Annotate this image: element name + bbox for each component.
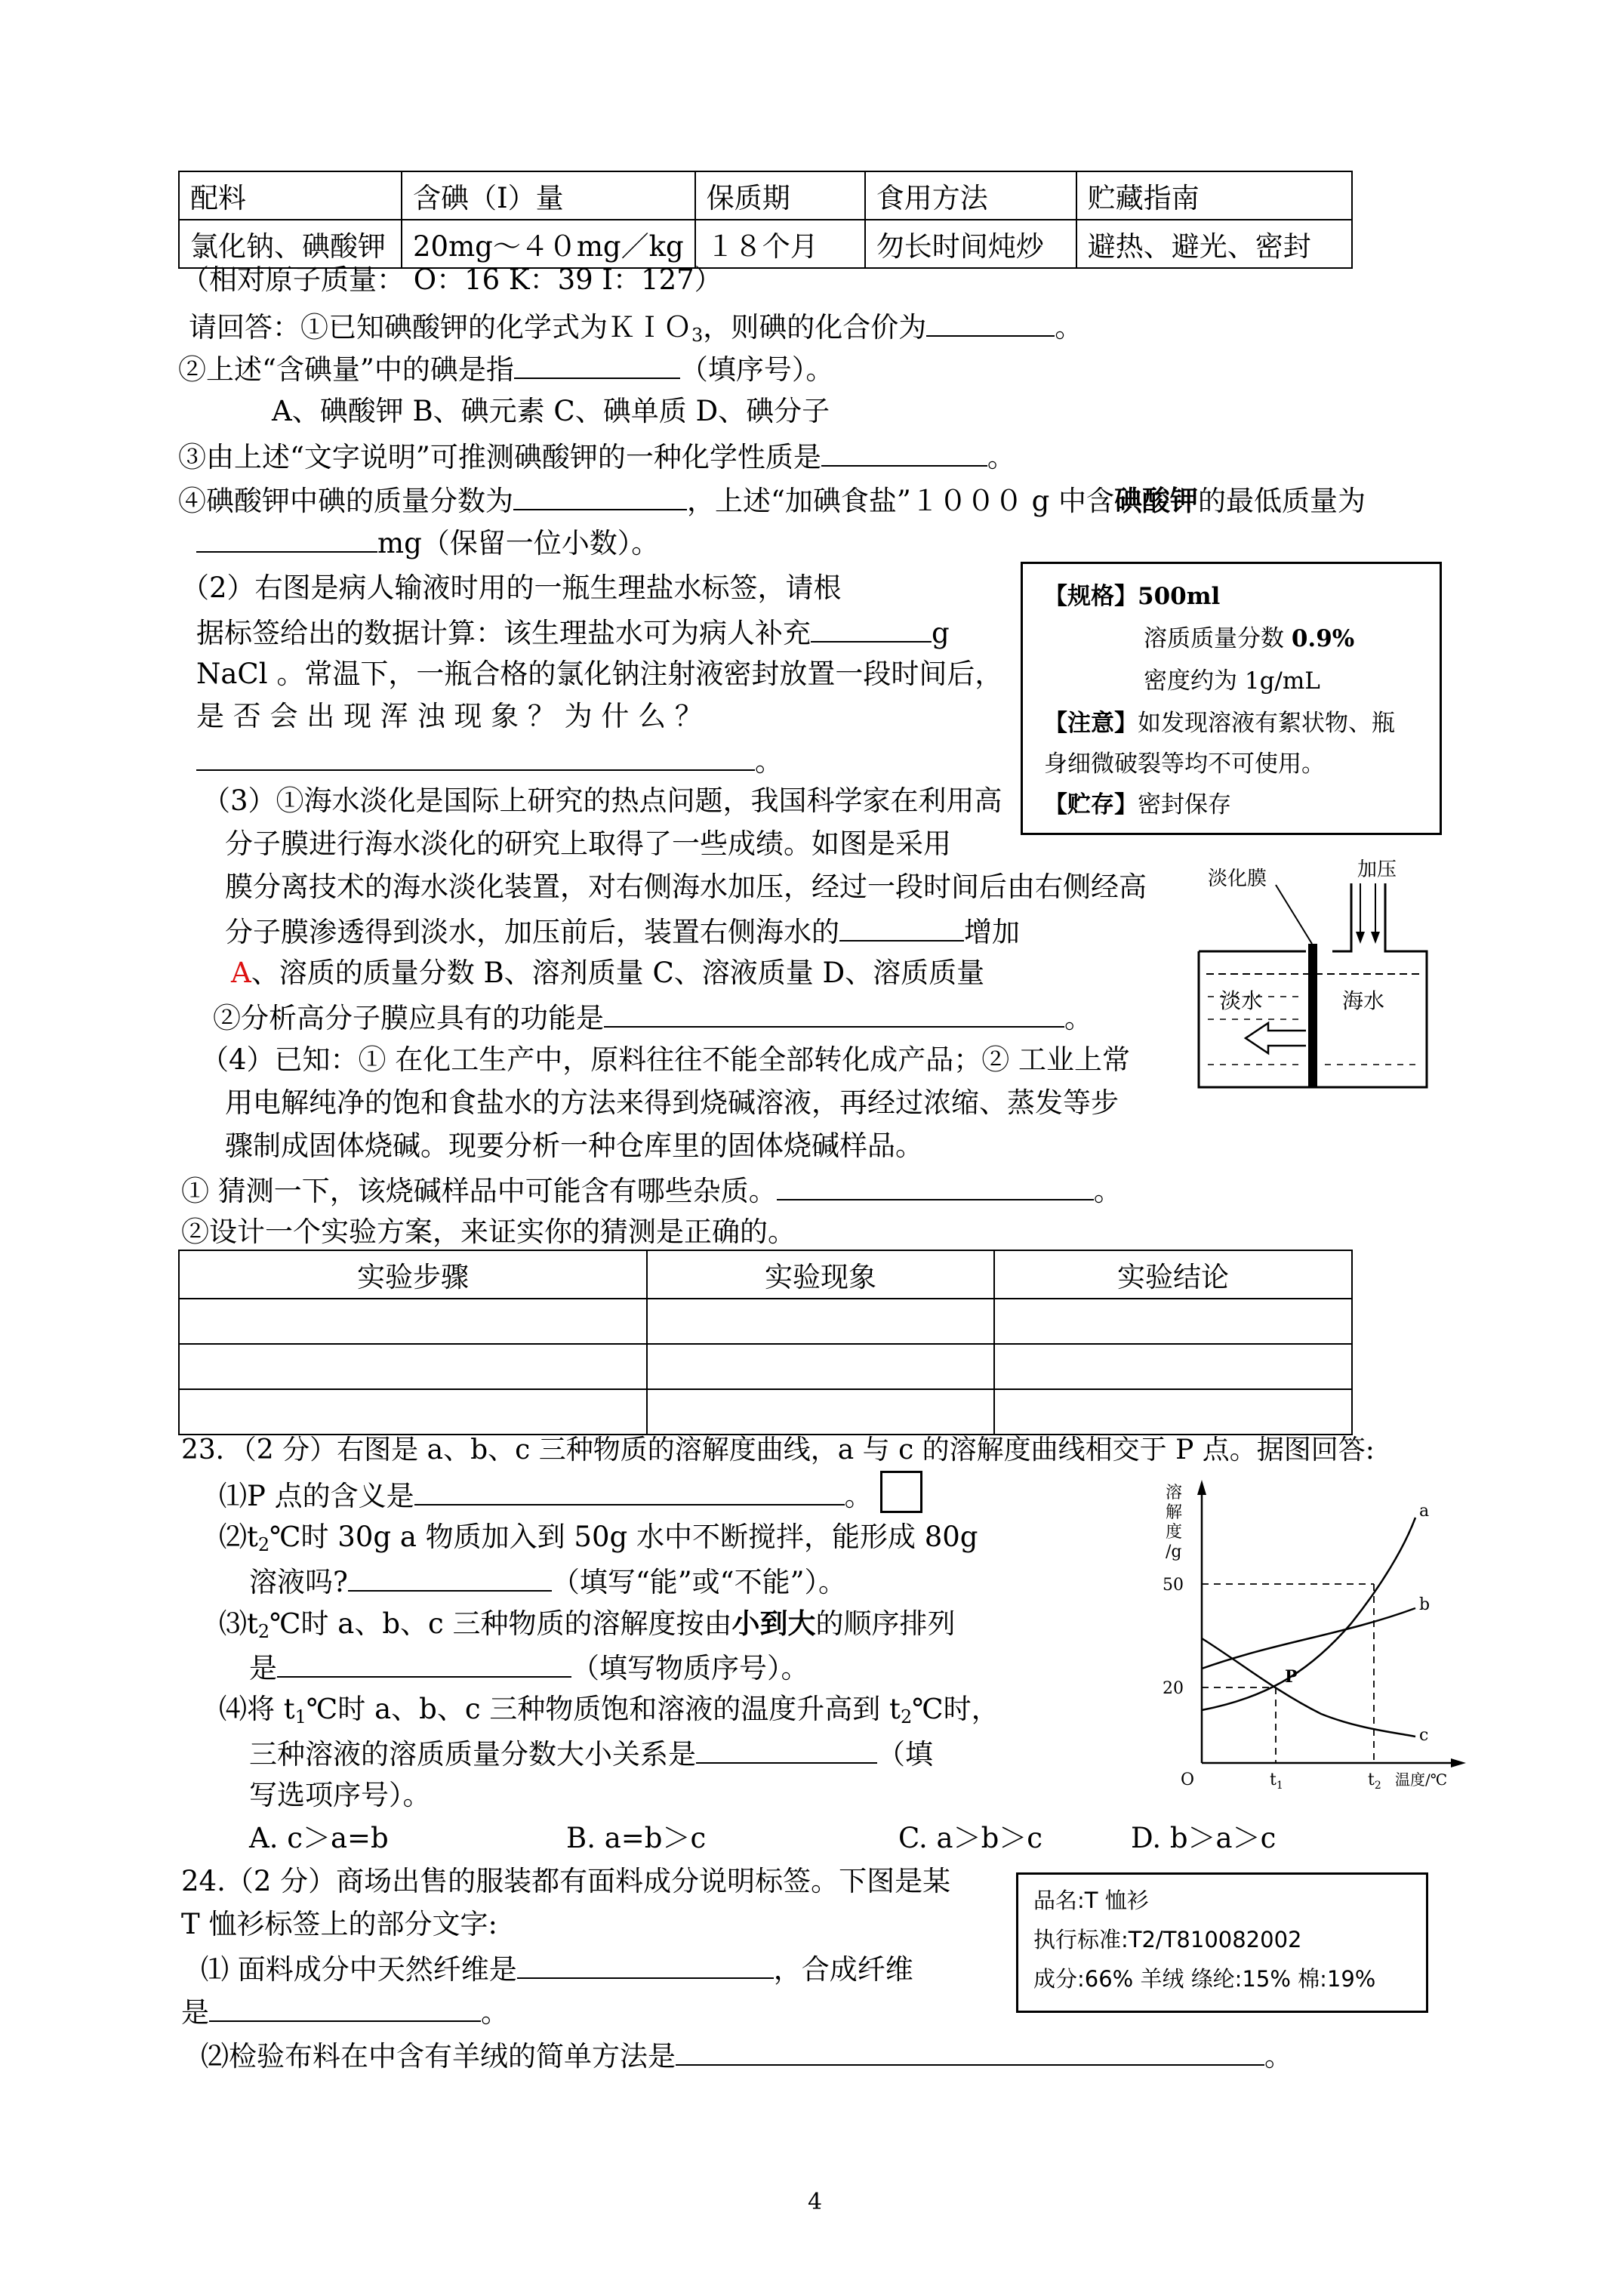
table-cell[interactable] <box>647 1389 994 1435</box>
q1-line-2: ②上述“含碘量”中的碘是指 （填序号）。 <box>178 353 834 386</box>
table-header: 含碘（I）量 <box>402 171 695 220</box>
q4-line-5: ②设计一个实验方案，来证实你的猜测是正确的。 <box>181 1216 796 1248</box>
spec-line: 【规格】500ml <box>1044 583 1221 610</box>
table-cell: １８个月 <box>695 220 865 268</box>
answer-blank[interactable] <box>926 310 1055 337</box>
answer-blank[interactable] <box>696 1737 877 1764</box>
series-label-c: c <box>1419 1726 1429 1745</box>
table-row <box>179 1344 1352 1389</box>
q3-line-1: （3）①海水淡化是国际上研究的热点问题，我国科学家在利用高 <box>202 784 1002 817</box>
q23-option-d: D. b＞a＞c <box>1131 1822 1277 1854</box>
answer-blank[interactable] <box>348 1564 552 1592</box>
salt-info-table <box>178 171 1353 269</box>
q4-line-3: 骤制成固体烧碱。现要分析一种仓库里的固体烧碱样品。 <box>225 1130 923 1162</box>
series-label-b: b <box>1419 1595 1431 1614</box>
x-axis-label: 温度/℃ <box>1395 1771 1448 1789</box>
curve-c <box>1202 1638 1415 1737</box>
solubility-chart <box>1155 1472 1472 1797</box>
q23-option-a: A. c＞a=b <box>249 1822 389 1854</box>
answer-blank[interactable] <box>414 1478 845 1505</box>
q3-options: A、溶质的质量分数 B、溶剂质量 C、溶液质量 D、溶质质量 <box>231 957 985 989</box>
ylabel-char-2: 解 <box>1166 1503 1183 1522</box>
q23-part-2b: 溶液吗? （填写“能”或“不能”）。 <box>249 1566 847 1598</box>
q3-line-2: 分子膜进行海水淡化的研究上取得了一些成绩。如图是采用 <box>225 827 951 860</box>
sea-water-label: 海水 <box>1342 988 1385 1013</box>
answer-blank[interactable] <box>777 1173 1094 1200</box>
experiment-table <box>178 1250 1353 1435</box>
table-cell[interactable] <box>994 1389 1352 1435</box>
y-tick-50: 50 <box>1163 1576 1184 1595</box>
table-cell: 氯化钠、碘酸钾 <box>179 220 402 268</box>
q1-line-3: ③由上述“文字说明”可推测碘酸钾的一种化学性质是 。 <box>178 441 1015 473</box>
x-tick-t2: $t_2$ <box>1368 1771 1381 1792</box>
page-number: 4 <box>808 2189 823 2215</box>
table-cell[interactable] <box>179 1299 647 1344</box>
store-line: 【贮存】密封保存 <box>1044 791 1231 818</box>
q2-line-3: NaCl 。常温下，一瓶合格的氯化钠注射液密封放置一段时间后， <box>196 658 1003 690</box>
table-row <box>179 220 1352 268</box>
q2-line-4: 是 否 会 出 现 浑 浊 现 象 ？ 为 什 么 ？ <box>196 700 703 732</box>
table-cell[interactable] <box>994 1344 1352 1389</box>
fresh-water-label: 淡水 <box>1220 988 1263 1013</box>
table-header: 食用方法 <box>865 171 1076 220</box>
x-tick-t1: $t_1$ <box>1270 1771 1283 1792</box>
table-header: 贮藏指南 <box>1076 171 1352 220</box>
answer-blank[interactable] <box>604 1000 1064 1028</box>
answer-blank[interactable] <box>514 352 680 379</box>
origin-label: O <box>1181 1771 1195 1789</box>
y-tick-20: 20 <box>1163 1679 1184 1698</box>
table-cell: 20mg～４０mg／kg <box>402 220 695 268</box>
q23-part-4a: ⑷将 $t_1℃$时 a、b、c 三种物质饱和溶液的温度升高到 $t_2℃$时， <box>219 1693 999 1727</box>
series-label-a: a <box>1419 1502 1430 1521</box>
q3-line-4: 分子膜渗透得到淡水，加压前后，装置右侧海水的 增加 <box>225 916 1020 948</box>
table-row <box>179 1389 1352 1435</box>
q23-stem: 23．（2 分）右图是 a、b、c 三种物质的溶解度曲线，a 与 c 的溶解度曲线相交于 P 点。据图回答: <box>181 1435 1375 1465</box>
table-cell: 勿长时间炖炒 <box>865 220 1076 268</box>
mass-fraction-line: 溶质质量分数 0.9% <box>1144 625 1355 652</box>
note-line-1: 【注意】如发现溶液有絮状物、瓶 <box>1044 710 1395 737</box>
table-cell[interactable] <box>647 1344 994 1389</box>
q1-line-1: 请回答：①已知碘酸钾的化学式为ＫＩＯ$_3$，则碘的化合价为 。 <box>189 311 1083 346</box>
answer-blank[interactable] <box>811 615 932 643</box>
tag-line-3: 成分:66% 羊绒 绦纶:15% 棉:19% <box>1033 1966 1376 1992</box>
table-cell[interactable] <box>179 1344 647 1389</box>
answer-blank[interactable] <box>517 1952 774 1979</box>
tag-line-1: 品名:T 恤衫 <box>1033 1888 1149 1913</box>
ylabel-char-3: 度 <box>1166 1523 1183 1542</box>
ylabel-char-1: 溶 <box>1166 1484 1183 1502</box>
q24-part-1a: ⑴ 面料成分中天然纤维是 ，合成纤维 <box>201 1953 913 1986</box>
table-row <box>179 1299 1352 1344</box>
q24-stem-2: T 恤衫标签上的部分文字: <box>181 1908 497 1940</box>
table-header: 配料 <box>179 171 402 220</box>
answer-blank[interactable] <box>513 483 687 510</box>
answer-blank[interactable] <box>821 439 987 467</box>
desalination-device-diagram <box>1178 853 1449 1102</box>
note-line-2: 身细微破裂等均不可使用。 <box>1044 750 1325 778</box>
answer-blank[interactable] <box>196 525 377 553</box>
membrane-bar <box>1308 944 1317 1087</box>
answer-blank[interactable] <box>676 2039 1264 2066</box>
table-header: 实验步骤 <box>179 1250 647 1299</box>
q4-line-4: ① 猜测一下，该烧碱样品中可能含有哪些杂质。 。 <box>181 1175 1122 1207</box>
q23-part-4b: 三种溶液的溶质质量分数大小关系是 （填 <box>249 1738 933 1771</box>
table-cell[interactable] <box>647 1299 994 1344</box>
q4-line-1: （4）已知：① 在化工生产中，原料往往不能全部转化成产品；② 工业上常 <box>201 1043 1131 1076</box>
tshirt-tag-box <box>1016 1872 1428 2013</box>
table-cell[interactable] <box>994 1299 1352 1344</box>
q24-part-2: ⑵检验布料在中含有羊绒的简单方法是 。 <box>201 2040 1292 2073</box>
answer-blank[interactable] <box>196 744 755 771</box>
answer-blank[interactable] <box>277 1650 571 1678</box>
pressure-label: 加压 <box>1357 858 1397 881</box>
q2-line-5: 。 <box>196 744 783 778</box>
q1-line-4: ④碘酸钾中碘的质量分数为 ，上述“加碘食盐”１０００ g 中含碘酸钾的最低质量为 <box>178 484 1366 517</box>
q1-line-5: mg（保留一位小数）。 <box>196 525 659 560</box>
q23-part-3b: 是 （填写物质序号）。 <box>249 1652 809 1684</box>
q24-part-1b: 是 。 <box>181 1996 509 2029</box>
q23-part-2a: $⑵t_2℃$时 30g a 物质加入到 50g 水中不断搅拌，能形成 80g <box>219 1521 978 1555</box>
table-cell[interactable] <box>179 1389 647 1435</box>
q23-part-3a: $⑶t_2℃$时 a、b、c 三种物质的溶解度按由小到大的顺序排列 <box>219 1607 956 1642</box>
tag-line-2: 执行标准:T2/T810082002 <box>1033 1927 1302 1952</box>
point-p-label: P <box>1285 1667 1298 1687</box>
table-cell: 避热、避光、密封 <box>1076 220 1352 268</box>
q23-part-4c: 写选项序号）。 <box>249 1779 431 1811</box>
density-line: 密度约为 1g/mL <box>1144 667 1320 695</box>
q3-line-3: 膜分离技术的海水淡化装置，对右侧海水加压，经过一段时间后由右侧经高 <box>225 871 1147 903</box>
membrane-label: 淡化膜 <box>1208 868 1267 890</box>
saline-label-box <box>1021 562 1442 835</box>
curve-a <box>1202 1518 1415 1710</box>
answer-blank[interactable] <box>839 914 964 942</box>
q23-part-1: ⑴P 点的含义是 。 <box>219 1480 873 1512</box>
ylabel-char-4: /g <box>1166 1542 1182 1561</box>
q2-line-2: 据标签给出的数据计算：该生理盐水可为病人补充 g <box>196 617 950 649</box>
q1-options: A、碘酸钾 B、碘元素 C、碘单质 D、碘分子 <box>272 395 830 427</box>
table-header: 实验结论 <box>994 1250 1352 1299</box>
q2-line-1: （2）右图是病人输液时用的一瓶生理盐水标签，请根 <box>181 572 842 604</box>
q4-line-2: 用电解纯净的饱和食盐水的方法来得到烧碱溶液，再经过浓缩、蒸发等步 <box>225 1086 1119 1119</box>
q24-stem-1: 24.（2 分）商场出售的服装都有面料成分说明标签。下图是某 <box>181 1865 951 1897</box>
q3-line-5: ②分析高分子膜应具有的功能是 。 <box>213 1002 1092 1034</box>
q23-option-c: C. a＞b＞c <box>898 1822 1042 1854</box>
answer-blank[interactable] <box>209 1995 481 2022</box>
q23-option-b: B. a=b＞c <box>566 1822 707 1854</box>
atomic-mass-note: （相对原子质量： O：16 K：39 I：127） <box>181 264 722 296</box>
table-header-row <box>179 171 1352 220</box>
table-header: 实验现象 <box>647 1250 994 1299</box>
table-header: 保质期 <box>695 171 865 220</box>
table-header-row <box>179 1250 1352 1299</box>
answer-box[interactable] <box>880 1471 922 1513</box>
